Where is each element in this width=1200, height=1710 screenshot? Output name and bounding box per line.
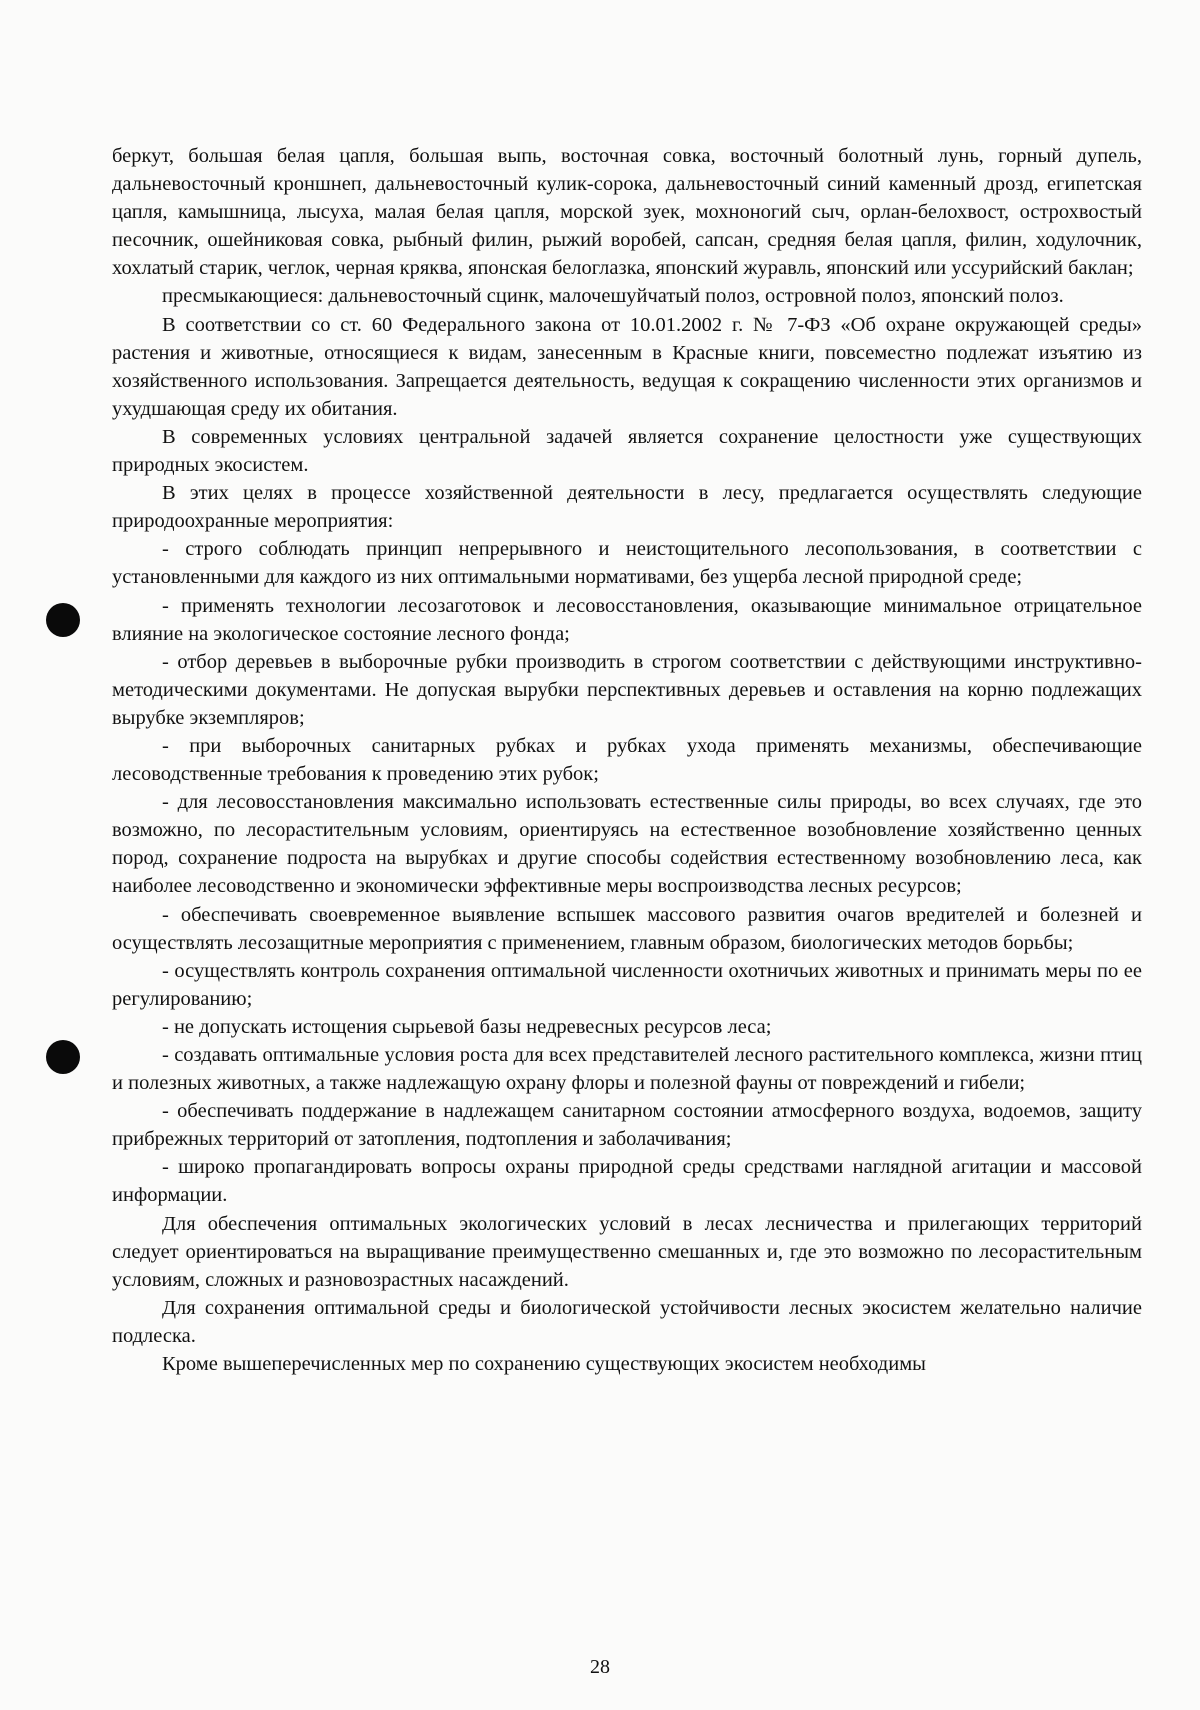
- paragraph-3: В соответствии со ст. 60 Федерального закона от 10.01.2002 г. № 7-ФЗ «Об охране окружающей среды» растения и животные, относящиеся к видам, занесенным в Красные книги, повсеместно подлежат изъятию из хозяйственного использования. Запрещается деятельность, ведущая к сокращению численности этих организмов и ухудшающая среду их обитания.: [112, 313, 1142, 420]
- paragraph-8: - отбор деревьев в выборочные рубки производить в строгом соответствии с действующими инструктивно-методическими документами. Не допуская вырубки перспективных деревьев и оставления на корню подлежащих вырубке экземпляров;: [112, 650, 1142, 729]
- paragraph-17: Для обеспечения оптимальных экологических условий в лесах лесничества и прилегающих территорий следует ориентироваться на выращивание преимущественно смешанных и, где это возможно по лесорастительным условиям, сложных и разновозрастных насаждений.: [112, 1212, 1142, 1291]
- paragraph-6: - строго соблюдать принцип непрерывного и неистощительного лесопользования, в соответствии с установленными для каждого из них оптимальными нормативами, без ущерба лесной природной среде;: [112, 538, 1142, 589]
- paragraph-18: Для сохранения оптимальной среды и биологической устойчивости лесных экосистем желательно наличие подлеска.: [112, 1296, 1142, 1347]
- paragraph-2: пресмыкающиеся: дальневосточный сцинк, малочешуйчатый полоз, островной полоз, японский полоз.: [162, 285, 1064, 308]
- paragraph-16: - широко пропагандировать вопросы охраны природной среды средствами наглядной агитации и массовой информации.: [112, 1156, 1142, 1207]
- paragraph-19: Кроме вышеперечисленных мер по сохранению существующих экосистем необходимы: [162, 1353, 926, 1376]
- paragraph-13: - не допускать истощения сырьевой базы недревесных ресурсов леса;: [162, 1015, 772, 1038]
- paragraph-7: - применять технологии лесозаготовок и лесовосстановления, оказывающие минимальное отрицательное влияние на экологическое состояние лесного фонда;: [112, 594, 1142, 645]
- punch-hole-bottom: [46, 1040, 80, 1074]
- paragraph-5: В этих целях в процессе хозяйственной деятельности в лесу, предлагается осуществлять следующие природоохранные мероприятия:: [112, 482, 1142, 533]
- paragraph-9: - при выборочных санитарных рубках и рубках ухода применять механизмы, обеспечивающие лесоводственные требования к проведению этих рубок;: [112, 734, 1142, 786]
- paragraph-4: В современных условиях центральной задачей является сохранение целостности уже существующих природных экосистем.: [112, 425, 1142, 477]
- paragraph-11: - обеспечивать своевременное выявление вспышек массового развития очагов вредителей и болезней и осуществлять лесозащитные мероприятия с применением, главным образом, биологических методов борьбы;: [112, 903, 1142, 954]
- paragraph-14: - создавать оптимальные условия роста для всех представителей лесного растительного комплекса, жизни птиц и полезных животных, а также надлежащую охрану флоры и полезной фауны от повреждений и гибели;: [112, 1044, 1142, 1095]
- page-number: 28: [590, 1656, 610, 1678]
- paragraph-15: - обеспечивать поддержание в надлежащем санитарном состоянии атмосферного воздуха, водоемов, защиту прибрежных территорий от затопления, подтопления и заболачивания;: [112, 1100, 1142, 1151]
- paragraph-10: - для лесовосстановления максимально использовать естественные силы природы, во всех случаях, где это возможно, по лесорастительным условиям, ориентируясь на естественное возобновление хозяйственно ценных пород, сохранение подроста на вырубках и другие способы содействия естественному возобновлению леса, как наиболее лесоводственно и экономически эффективные меры воспроизводства лесных ресурсов;: [112, 791, 1142, 898]
- paragraph-12: - осуществлять контроль сохранения оптимальной численности охотничьих животных и принимать меры по ее регулированию;: [112, 959, 1142, 1010]
- punch-hole-top: [46, 603, 80, 637]
- paragraph-1: беркут, большая белая цапля, большая выпь, восточная совка, восточный болотный лунь, горный дупель, дальневосточный кроншнеп, дальневосточный кулик-сорока, дальневосточный синий каменный дрозд, египетская цапля, камышница, лысуха, малая белая цапля, морской зуек, мохноногий сыч, орлан-белохвост, острохвостый песочник, ошейниковая совка, рыбный филин, рыжий воробей, сапсан, средняя белая цапля, филин, ходулочник, хохлатый старик, чеглок, черная кряква, японская белоглазка, японский журавль, японский или уссурийский баклан;: [112, 145, 1142, 280]
- body-text: [112, 142, 1142, 1378]
